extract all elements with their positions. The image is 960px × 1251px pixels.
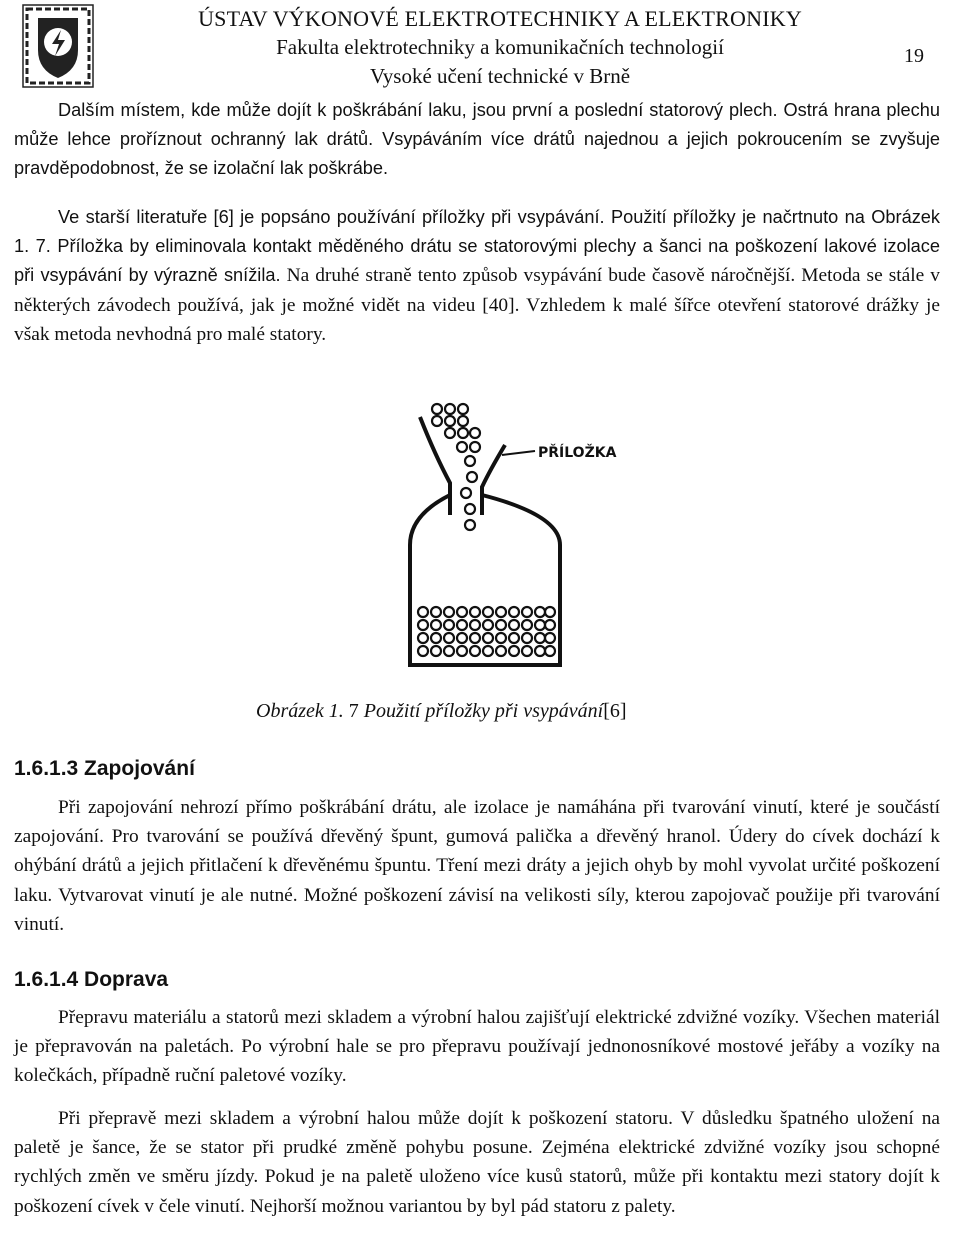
page-header bbox=[0, 0, 960, 96]
page-number: 19 bbox=[904, 45, 924, 67]
figure-reference: Použití příložky je načrtnuto na Obrázek 1. 7. bbox=[14, 207, 940, 257]
figure-caption: Obrázek 1. 7 Použití příložky při vsypávání[6] bbox=[256, 700, 627, 722]
institute-name: ÚSTAV VÝKONOVÉ ELEKTROTECHNIKY A ELEKTRONIKY bbox=[198, 6, 802, 31]
university-name: Vysoké učení technické v Brně bbox=[369, 64, 631, 88]
faculty-name: Fakulta elektrotechniky a komunikačních technologií bbox=[276, 35, 724, 59]
paragraph: Při přepravě mezi skladem a výrobní halou může dojít k poškození statoru. V důsledku špatného uložení na paletě je šance, že se stator při prudké změně pohybu posune. Zejména elektrické zdvižné vozíky jsou schopné rychlých změn ve směru jízdy. Pokud je na paletě uloženo více kusů statorů, může při kontaktu mezi statory dojít k poškození cívek v čele vinutí. Nejhorší možnou variantou by byl pád statoru z palety. bbox=[14, 1108, 940, 1217]
paragraph: Dalším místem, kde může dojít k poškrábání laku, jsou první a poslední statorový plech. Ostrá hrana plechu může lehce proříznout ochranný lak drátů. Vsypáváním více drátů najednou a jejich pokroucením se zvyšuje pravděpodobnost, že se izolační lak poškrábe. bbox=[14, 100, 940, 179]
university-logo bbox=[22, 4, 94, 88]
figure-drawing bbox=[390, 395, 617, 670]
paragraph: Přepravu materiálu a statorů mezi skladem a výrobní halou zajišťují elektrické zdvižné vozíky. Všechen materiál je přepravován na paletách. Po výrobní hale se pro přepravu používají jednonosníkové mostové jeřáby a vozíky na kolečkách, případně ruční paletové vozíky. bbox=[14, 1007, 940, 1087]
paragraph: Při zapojování nehrozí přímo poškrábání drátu, ale izolace je namáhána při tvarování vinutí, které je součástí zapojování. Pro tvarování se používá dřevěný špunt, gumová palička a dřevěný hranol. Údery do cívek dochází k ohýbání drátů a jejich přitlačení k dřevěnému špuntu. Tření mezi dráty a jejich ohyb by mohl vyvolat určité poškození laku. Vytvarovat vinutí je ale nutné. Možné poškození závisí na velikosti síly, kterou zapojovač použije při tvarování vinutí. bbox=[14, 797, 940, 935]
figure-label: PŘÍLOŽKA bbox=[538, 445, 617, 461]
section-heading: 1.6.1.3 Zapojování bbox=[14, 757, 195, 780]
paragraph: Ve starší literatuře [6] je popsáno používání příložky při vsypávání. Použití příložky je načrtnuto na Obrázek 1. 7. Příložka by eliminovala kontakt měděného drátu se statorovými plechy a šanci na poškození lakové izolace při vsypávání by výrazně snížila. Na druhé straně tento způsob vsypávání bude časově náročnější. Metoda se stále v některých závodech používá, jak je možné vidět na videu [40]. Vzhledem k malé šířce otevření statorové drážky je však metoda nevhodná pro malé statory. bbox=[14, 207, 940, 345]
section-heading: 1.6.1.4 Doprava bbox=[14, 968, 169, 991]
